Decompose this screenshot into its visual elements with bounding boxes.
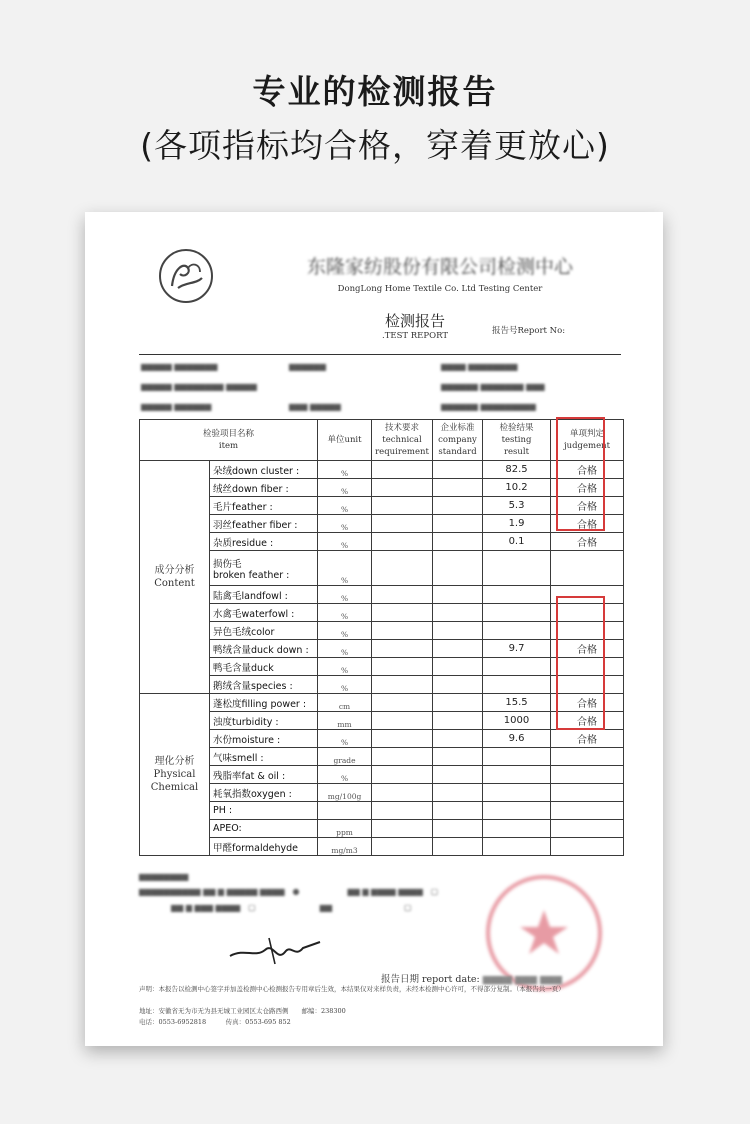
item-result xyxy=(483,586,551,604)
header-unit: 单位unit xyxy=(318,420,372,461)
standard-row: ▆▆▆▆▆▆▆▆▆▆ ▆▆ ▆ ▆▆▆▆▆ ▆▆▆▆ ● ▆▆ ▆ ▆▆▆▆ ▆▆▆▆ ▢ xyxy=(139,887,439,896)
item-name: 耗氧指数oxygen : xyxy=(210,784,318,802)
table-row xyxy=(140,712,624,730)
item-result: 15.5 xyxy=(483,694,551,712)
divider xyxy=(139,354,621,355)
item-name: 朵绒down cluster : xyxy=(210,461,318,479)
item-result: 82.5 xyxy=(483,461,551,479)
item-unit: mg/100g xyxy=(318,784,372,802)
footer-address: 地址：安徽省无为市无为县无城工业园区太仓路西侧 邮编：238300 xyxy=(139,1007,346,1015)
item-name: PH : xyxy=(210,802,318,820)
item-name: 绒丝down fiber : xyxy=(210,479,318,497)
table-row xyxy=(140,784,624,802)
item-judgement xyxy=(551,802,624,820)
table-row xyxy=(140,586,624,604)
table-row xyxy=(140,766,624,784)
subheadline: (各项指标均合格，穿着更放心) xyxy=(140,126,610,165)
item-name: 陆禽毛landfowl : xyxy=(210,586,318,604)
item-judgement: 合格 xyxy=(551,694,624,712)
item-unit: ppm xyxy=(318,820,372,838)
item-unit: cm xyxy=(318,694,372,712)
test-report-document xyxy=(85,212,663,1046)
item-judgement: 合格 xyxy=(551,712,624,730)
item-result xyxy=(483,604,551,622)
item-name: 杂质residue : xyxy=(210,533,318,551)
item-judgement: 合格 xyxy=(551,497,624,515)
table-row xyxy=(140,479,624,497)
item-result: 1.9 xyxy=(483,515,551,533)
table-row xyxy=(140,622,624,640)
item-result xyxy=(483,551,551,586)
report-number-label: 报告号Report No: xyxy=(492,326,566,336)
item-name: 异色毛绒color xyxy=(210,622,318,640)
item-unit: % xyxy=(318,640,372,658)
item-result xyxy=(483,838,551,856)
item-unit: % xyxy=(318,551,372,586)
item-unit: % xyxy=(318,479,372,497)
table-row xyxy=(140,551,624,586)
table-row xyxy=(140,676,624,694)
highlight-box xyxy=(556,417,605,531)
company-logo-icon xyxy=(158,248,214,304)
footer-phone: 电话：0553-6952818 传真：0553-695 852 xyxy=(139,1018,291,1026)
testing-center-name: 东隆家纺股份有限公司检测中心 xyxy=(306,256,573,278)
product-info-row: ▆▆▆▆▆ ▆▆▆▆▆▆ ▆▆▆ ▆▆▆▆▆ ▆▆▆▆▆▆ ▆▆▆▆▆▆▆▆▆ xyxy=(141,402,536,411)
item-name: 损伤毛 broken feather : xyxy=(210,551,318,586)
item-judgement xyxy=(551,784,624,802)
item-name: APEO: xyxy=(210,820,318,838)
item-result: 10.2 xyxy=(483,479,551,497)
customer-info-row: ▆▆▆▆▆ ▆▆▆▆▆▆▆▆ ▆▆▆▆▆ ▆▆▆▆▆▆ ▆▆▆▆▆▆▆ ▆▆▆ xyxy=(141,382,545,391)
item-judgement xyxy=(551,766,624,784)
headline: 专业的检测报告 xyxy=(252,72,498,111)
signature xyxy=(225,928,345,968)
item-judgement: 合格 xyxy=(551,479,624,497)
item-result: 1000 xyxy=(483,712,551,730)
sample-info-row: ▆▆▆▆▆ ▆▆▆▆▆▆▆ ▆▆▆▆▆▆ ▆▆▆▆ ▆▆▆▆▆▆▆▆ xyxy=(141,362,518,371)
table-row xyxy=(140,748,624,766)
item-result: 9.7 xyxy=(483,640,551,658)
item-result xyxy=(483,766,551,784)
table-row xyxy=(140,820,624,838)
item-result xyxy=(483,748,551,766)
footer-statement: 声明：本报告以检测中心签字并加盖检测中心检测报告专用章后生效，本结果仅对来样负责，未经本检测中心许可，不得部分复制。（本报告共一页） xyxy=(139,985,565,993)
category-content: 成分分析 Content xyxy=(140,461,210,694)
item-name: 鹅绒含量species : xyxy=(210,676,318,694)
item-name: 鸭毛含量duck xyxy=(210,658,318,676)
item-name: 浊度turbidity : xyxy=(210,712,318,730)
item-judgement: 合格 xyxy=(551,533,624,551)
item-result: 5.3 xyxy=(483,497,551,515)
table-row xyxy=(140,658,624,676)
item-unit: mm xyxy=(318,712,372,730)
item-unit: % xyxy=(318,604,372,622)
item-judgement xyxy=(551,748,624,766)
item-judgement: 合格 xyxy=(551,461,624,479)
highlight-box xyxy=(556,596,605,730)
item-result xyxy=(483,622,551,640)
report-title-english: .TEST REPORT xyxy=(382,331,448,341)
item-unit: % xyxy=(318,658,372,676)
category-physical-chemical: 理化分析 Physical Chemical xyxy=(140,694,210,856)
item-unit: grade xyxy=(318,748,372,766)
header-testing-result: 检验结果 testing result xyxy=(483,420,551,461)
item-judgement xyxy=(551,820,624,838)
item-unit: % xyxy=(318,497,372,515)
table-row xyxy=(140,515,624,533)
item-name: 蓬松度filling power : xyxy=(210,694,318,712)
item-unit: % xyxy=(318,622,372,640)
item-result xyxy=(483,820,551,838)
standard-row: ▆▆ ▆ ▆▆▆ ▆▆▆▆ ▢ ▆▆ ▢ xyxy=(139,903,412,912)
remarks-row: ▆▆▆▆▆▆▆▆ xyxy=(139,872,189,881)
table-row xyxy=(140,497,624,515)
table-row xyxy=(140,640,624,658)
table-header-row xyxy=(140,420,624,461)
table-row xyxy=(140,694,624,712)
item-judgement xyxy=(551,838,624,856)
table-row xyxy=(140,838,624,856)
item-unit: % xyxy=(318,586,372,604)
item-unit: % xyxy=(318,766,372,784)
table-row xyxy=(140,604,624,622)
item-judgement xyxy=(551,551,624,586)
item-result: 0.1 xyxy=(483,533,551,551)
table-row xyxy=(140,802,624,820)
item-name: 毛片feather : xyxy=(210,497,318,515)
report-title: 检测报告 xyxy=(384,312,445,330)
item-name: 鸭绒含量duck down : xyxy=(210,640,318,658)
report-date: 报告日期 report date: ▆▆▆▆ ▆▆▆ ▆▆▆ xyxy=(381,974,562,985)
item-name: 甲醛formaldehyde xyxy=(210,838,318,856)
table-row xyxy=(140,533,624,551)
item-name: 残脂率fat & oil : xyxy=(210,766,318,784)
item-unit: % xyxy=(318,515,372,533)
item-judgement: 合格 xyxy=(551,730,624,748)
testing-center-english-name: DongLong Home Textile Co. Ltd Testing Center xyxy=(337,284,543,294)
item-unit: % xyxy=(318,533,372,551)
item-result xyxy=(483,658,551,676)
table-row xyxy=(140,730,624,748)
header-company-standard: 企业标准 company standard xyxy=(433,420,483,461)
item-result xyxy=(483,784,551,802)
header-item: 检验项目名称 item xyxy=(140,420,318,461)
item-unit: % xyxy=(318,730,372,748)
item-name: 水禽毛waterfowl : xyxy=(210,604,318,622)
item-unit xyxy=(318,802,372,820)
item-unit: % xyxy=(318,461,372,479)
item-result: 9.6 xyxy=(483,730,551,748)
table-row xyxy=(140,461,624,479)
item-result xyxy=(483,802,551,820)
item-name: 水份moisture : xyxy=(210,730,318,748)
item-name: 羽丝feather fiber : xyxy=(210,515,318,533)
item-result xyxy=(483,676,551,694)
item-judgement: 合格 xyxy=(551,515,624,533)
item-name: 气味smell : xyxy=(210,748,318,766)
item-unit: % xyxy=(318,676,372,694)
header-judgement: 单项判定 judgement xyxy=(551,420,624,461)
item-unit: mg/m3 xyxy=(318,838,372,856)
test-results-table xyxy=(139,419,624,856)
item-judgement: 合格 xyxy=(551,640,624,658)
header-technical-requirement: 技术要求 technical requirement xyxy=(372,420,433,461)
